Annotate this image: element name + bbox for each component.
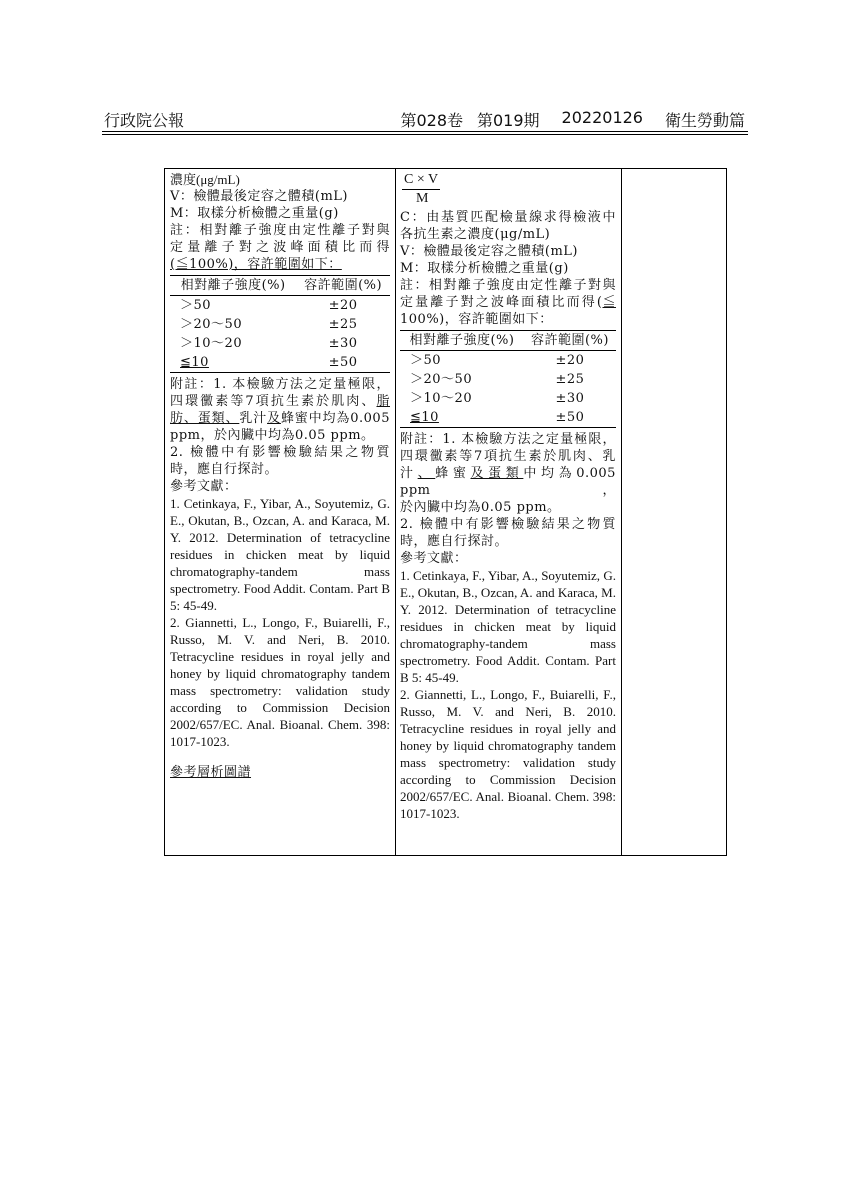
table-row: ＞50 ±20 bbox=[180, 298, 358, 313]
note-line: 註：相對離子強度由定性離子對與 bbox=[400, 278, 616, 293]
section: 衛生勞動篇 bbox=[664, 111, 745, 130]
remark-line: 於內臟中均為0.05 ppm。 bbox=[400, 500, 561, 515]
header-rule-double bbox=[102, 134, 748, 135]
m-definition: M：取樣分析檢體之重量(g) bbox=[400, 261, 569, 276]
amended-column bbox=[170, 171, 390, 781]
table-header: 相對離子強度(%) bbox=[400, 331, 524, 351]
m-definition: M：取樣分析檢體之重量(g) bbox=[170, 206, 339, 221]
current-column bbox=[400, 171, 616, 822]
table-row: ＞20～50 ±25 bbox=[410, 372, 585, 387]
reference-item: 2. Giannetti, L., Longo, F., Buiarelli, F., Russo, M. V. and Neri, B. 2010. Tetracycline residues in royal jelly and honey by liquid chromatography tandem mass spectrometry: validation study according to Commission Decision 2002/657/EC. Anal. Bioanal. Chem. 398: 1017-1023. bbox=[400, 687, 616, 821]
references-title: 參考文獻： bbox=[170, 479, 238, 494]
table-row: ＞10～20 ±30 bbox=[410, 391, 585, 406]
table-header: 相對離子強度(%) bbox=[170, 276, 296, 296]
table-header: 容許範圍(%) bbox=[524, 331, 616, 351]
c-definition: C：由基質匹配檢量線求得檢液中 bbox=[400, 210, 616, 225]
note-line: 註：相對離子強度由定性離子對與 bbox=[170, 223, 390, 238]
table-header: 容許範圍(%) bbox=[296, 276, 390, 296]
remark-line: ppm，於內臟中均為0.05 ppm。 bbox=[170, 428, 375, 443]
remark-line: 時，應自行探討。 bbox=[400, 534, 509, 549]
reference-item: 1. Cetinkaya, F., Yibar, A., Soyutemiz, G. E., Okutan, B., Ozcan, A. and Karaca, M. Y. 2012. Determination of tetracycline residues in chicken meat by liquid chromatography-tandem mass spectrometry. Food Addit. Contam. Part B 5: 45-49. bbox=[400, 568, 616, 685]
remark-line: 時，應自行探討。 bbox=[170, 462, 279, 477]
remark-line: 附註：1. 本檢驗方法之定量極限， bbox=[170, 377, 390, 392]
table-row: ＞20～50 ±25 bbox=[180, 317, 358, 332]
formula bbox=[402, 171, 616, 207]
v-definition: V：檢體最後定容之體積(mL) bbox=[170, 189, 348, 204]
note-line: (≦100%)，容許範圍如下： bbox=[170, 257, 342, 272]
gazette-title: 行政院公報 bbox=[104, 111, 185, 130]
comparison-table bbox=[164, 168, 727, 856]
remark-line: 四環黴素等7項抗生素於肌肉、脂 bbox=[170, 394, 390, 409]
table-row: ≦10 ±50 bbox=[400, 408, 616, 428]
volume: 第028卷 bbox=[400, 111, 463, 130]
note-line: 100%)，容許範圍如下： bbox=[400, 312, 553, 327]
note-line: 定量離子對之波峰面積比而得(≦ bbox=[400, 295, 616, 310]
remark-line: 2. 檢體中有影響檢驗結果之物質 bbox=[400, 517, 616, 532]
remark-line: 2. 檢體中有影響檢驗結果之物質 bbox=[170, 445, 390, 460]
v-definition: V：檢體最後定容之體積(mL) bbox=[400, 244, 578, 259]
remark-line: 汁、蜂蜜及蛋類中均為0.005 ppm， bbox=[400, 466, 616, 498]
date: 20220126 bbox=[561, 108, 643, 127]
c-definition: 各抗生素之濃度(μg/mL) bbox=[400, 227, 551, 242]
header-rule bbox=[102, 131, 748, 132]
references-title: 參考文獻： bbox=[400, 551, 468, 566]
column-divider bbox=[395, 169, 396, 855]
gazette-issue-info bbox=[400, 108, 745, 131]
reference-item: 1. Cetinkaya, F., Yibar, A., Soyutemiz, G. E., Okutan, B., Ozcan, A. and Karaca, M. Y. 2012. Determination of tetracycline residues in chicken meat by liquid chromatography-tandem mass spectrometry. Food Addit. Contam. Part B 5: 45-49. bbox=[170, 496, 390, 613]
formula-numerator: C × V bbox=[402, 171, 440, 190]
issue: 第019期 bbox=[477, 111, 540, 130]
table-row: ≦10 ±50 bbox=[170, 353, 390, 373]
reference-spectra: 參考層析圖譜 bbox=[170, 765, 252, 780]
column-divider bbox=[621, 169, 622, 855]
reference-item: 2. Giannetti, L., Longo, F., Buiarelli, F., Russo, M. V. and Neri, B. 2010. Tetracycline residues in royal jelly and honey by liquid chromatography tandem mass spectrometry: validation study according to Commission Decision 2002/657/EC. Anal. Bioanal. Chem. 398: 1017-1023. bbox=[170, 615, 390, 749]
ion-tolerance-table bbox=[170, 275, 390, 373]
text-line: 濃度(μg/mL) bbox=[170, 172, 240, 187]
table-row: ＞10～20 ±30 bbox=[180, 336, 358, 351]
ion-tolerance-table bbox=[400, 330, 616, 428]
note-line: 定量離子對之波峰面積比而得 bbox=[170, 240, 390, 255]
remark-line: 附註：1. 本檢驗方法之定量極限， bbox=[400, 432, 616, 447]
table-row: ＞50 ±20 bbox=[410, 353, 585, 368]
remark-line: 四環黴素等7項抗生素於肌肉、乳 bbox=[400, 449, 616, 464]
remark-line: 肪、蛋類、乳汁及蜂蜜中均為0.005 bbox=[170, 411, 390, 426]
formula-denominator: M bbox=[416, 191, 429, 206]
